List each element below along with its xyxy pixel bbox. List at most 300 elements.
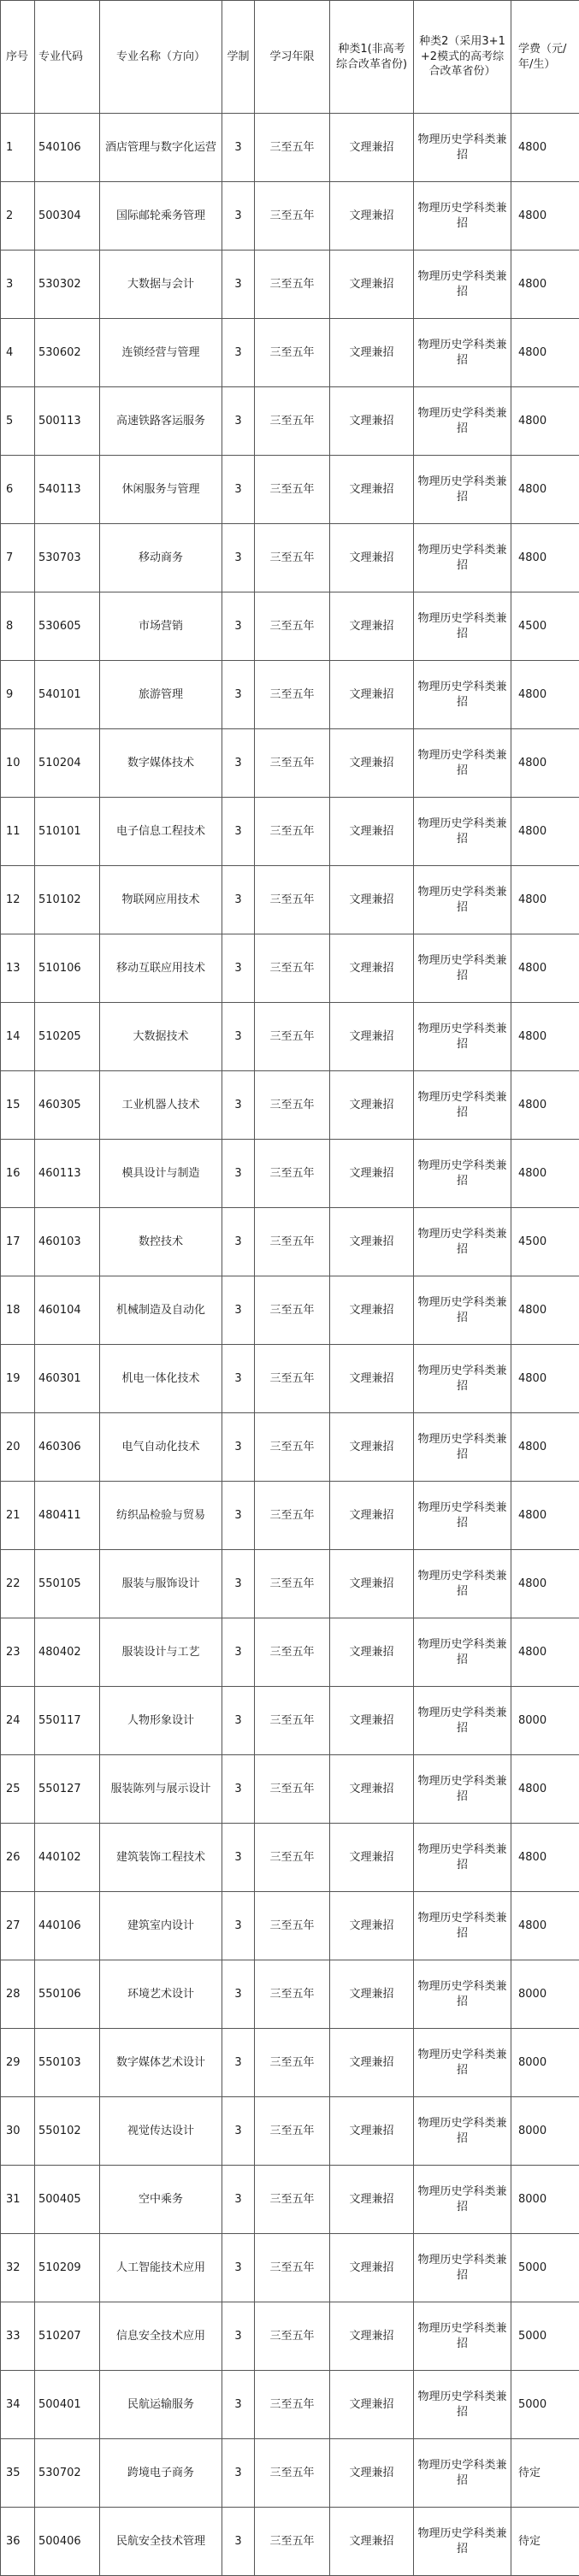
cell-type1: 文理兼招	[330, 1550, 414, 1618]
table-row	[1, 1687, 579, 1755]
cell-type2: 物理历史学科类兼招	[414, 2029, 511, 2097]
table-row	[1, 251, 579, 319]
table-row	[1, 592, 579, 661]
cell-fee: 5000	[511, 2302, 579, 2371]
cell-type1: 文理兼招	[330, 2166, 414, 2234]
cell-type2: 物理历史学科类兼招	[414, 387, 511, 456]
cell-fee: 4800	[511, 1413, 579, 1482]
cell-name: 建筑室内设计	[100, 1892, 222, 1960]
cell-system: 3	[222, 592, 255, 661]
cell-name: 民航安全技术管理	[100, 2508, 222, 2576]
cell-type1: 文理兼招	[330, 2097, 414, 2166]
cell-fee: 4500	[511, 592, 579, 661]
cell-type2: 物理历史学科类兼招	[414, 729, 511, 798]
cell-index: 29	[1, 2029, 35, 2097]
cell-system: 3	[222, 1482, 255, 1550]
cell-name: 旅游管理	[100, 661, 222, 729]
cell-index: 6	[1, 456, 35, 524]
header-type2: 种类2（采用3+1+2模式的高考综合改革省份）	[414, 1, 511, 114]
cell-system: 3	[222, 319, 255, 387]
table-row	[1, 729, 579, 798]
cell-type1: 文理兼招	[330, 2302, 414, 2371]
cell-code: 480411	[35, 1482, 100, 1550]
cell-index: 5	[1, 387, 35, 456]
cell-years: 三至五年	[255, 2371, 330, 2439]
cell-years: 三至五年	[255, 934, 330, 1003]
cell-code: 460306	[35, 1413, 100, 1482]
cell-code: 510102	[35, 866, 100, 934]
cell-type1: 文理兼招	[330, 2439, 414, 2508]
cell-system: 3	[222, 729, 255, 798]
cell-type1: 文理兼招	[330, 387, 414, 456]
cell-fee: 8000	[511, 2029, 579, 2097]
cell-type2: 物理历史学科类兼招	[414, 592, 511, 661]
header-system: 学制	[222, 1, 255, 114]
cell-system: 3	[222, 1755, 255, 1824]
cell-years: 三至五年	[255, 1618, 330, 1687]
cell-index: 12	[1, 866, 35, 934]
cell-type2: 物理历史学科类兼招	[414, 524, 511, 592]
cell-type1: 文理兼招	[330, 251, 414, 319]
cell-code: 460301	[35, 1345, 100, 1413]
cell-index: 19	[1, 1345, 35, 1413]
cell-code: 510209	[35, 2234, 100, 2302]
cell-name: 空中乘务	[100, 2166, 222, 2234]
cell-type1: 文理兼招	[330, 1208, 414, 1276]
table-row	[1, 1208, 579, 1276]
cell-years: 三至五年	[255, 1003, 330, 1071]
cell-type2: 物理历史学科类兼招	[414, 2234, 511, 2302]
cell-years: 三至五年	[255, 2166, 330, 2234]
cell-type1: 文理兼招	[330, 114, 414, 182]
cell-type2: 物理历史学科类兼招	[414, 1824, 511, 1892]
cell-name: 移动互联应用技术	[100, 934, 222, 1003]
cell-index: 28	[1, 1960, 35, 2029]
cell-name: 民航运输服务	[100, 2371, 222, 2439]
cell-name: 酒店管理与数字化运营	[100, 114, 222, 182]
cell-system: 3	[222, 182, 255, 251]
cell-years: 三至五年	[255, 1550, 330, 1618]
cell-index: 23	[1, 1618, 35, 1687]
cell-type1: 文理兼招	[330, 866, 414, 934]
cell-type2: 物理历史学科类兼招	[414, 1276, 511, 1345]
cell-years: 三至五年	[255, 387, 330, 456]
cell-type2: 物理历史学科类兼招	[414, 1755, 511, 1824]
cell-name: 建筑装饰工程技术	[100, 1824, 222, 1892]
cell-years: 三至五年	[255, 2302, 330, 2371]
table-row	[1, 1345, 579, 1413]
cell-fee: 4800	[511, 456, 579, 524]
cell-type2: 物理历史学科类兼招	[414, 1140, 511, 1208]
cell-type1: 文理兼招	[330, 1687, 414, 1755]
cell-type1: 文理兼招	[330, 1824, 414, 1892]
table-header	[1, 1, 579, 114]
cell-index: 31	[1, 2166, 35, 2234]
cell-type1: 文理兼招	[330, 1755, 414, 1824]
cell-fee: 4800	[511, 1276, 579, 1345]
table-row	[1, 182, 579, 251]
cell-type1: 文理兼招	[330, 1960, 414, 2029]
cell-index: 27	[1, 1892, 35, 1960]
cell-name: 机电一体化技术	[100, 1345, 222, 1413]
cell-index: 1	[1, 114, 35, 182]
cell-system: 3	[222, 1003, 255, 1071]
cell-index: 22	[1, 1550, 35, 1618]
cell-type2: 物理历史学科类兼招	[414, 1550, 511, 1618]
cell-fee: 4800	[511, 1618, 579, 1687]
cell-name: 数字媒体技术	[100, 729, 222, 798]
cell-name: 人工智能技术应用	[100, 2234, 222, 2302]
cell-type2: 物理历史学科类兼招	[414, 2166, 511, 2234]
table-row	[1, 2439, 579, 2508]
table-row	[1, 1755, 579, 1824]
cell-index: 24	[1, 1687, 35, 1755]
cell-fee: 4800	[511, 661, 579, 729]
cell-name: 数控技术	[100, 1208, 222, 1276]
cell-name: 国际邮轮乘务管理	[100, 182, 222, 251]
cell-type1: 文理兼招	[330, 1892, 414, 1960]
cell-code: 530302	[35, 251, 100, 319]
cell-system: 3	[222, 1071, 255, 1140]
cell-system: 3	[222, 456, 255, 524]
cell-system: 3	[222, 2371, 255, 2439]
cell-code: 550117	[35, 1687, 100, 1755]
cell-index: 15	[1, 1071, 35, 1140]
cell-type1: 文理兼招	[330, 1345, 414, 1413]
cell-years: 三至五年	[255, 592, 330, 661]
cell-type2: 物理历史学科类兼招	[414, 1071, 511, 1140]
cell-system: 3	[222, 1824, 255, 1892]
cell-system: 3	[222, 1550, 255, 1618]
cell-name: 视觉传达设计	[100, 2097, 222, 2166]
cell-fee: 4800	[511, 798, 579, 866]
cell-type2: 物理历史学科类兼招	[414, 1618, 511, 1687]
cell-system: 3	[222, 2029, 255, 2097]
cell-index: 35	[1, 2439, 35, 2508]
cell-code: 500401	[35, 2371, 100, 2439]
cell-code: 550106	[35, 1960, 100, 2029]
cell-fee: 待定	[511, 2439, 579, 2508]
cell-fee: 5000	[511, 2234, 579, 2302]
cell-index: 10	[1, 729, 35, 798]
table-row	[1, 2371, 579, 2439]
cell-fee: 4800	[511, 251, 579, 319]
cell-years: 三至五年	[255, 2234, 330, 2302]
cell-fee: 5000	[511, 2371, 579, 2439]
table-row	[1, 1413, 579, 1482]
cell-system: 3	[222, 1140, 255, 1208]
cell-type2: 物理历史学科类兼招	[414, 1345, 511, 1413]
cell-type1: 文理兼招	[330, 798, 414, 866]
cell-type2: 物理历史学科类兼招	[414, 798, 511, 866]
table-row	[1, 2097, 579, 2166]
table-row	[1, 2302, 579, 2371]
cell-system: 3	[222, 1276, 255, 1345]
cell-type2: 物理历史学科类兼招	[414, 456, 511, 524]
cell-system: 3	[222, 1892, 255, 1960]
cell-type2: 物理历史学科类兼招	[414, 2439, 511, 2508]
cell-years: 三至五年	[255, 1140, 330, 1208]
cell-fee: 4800	[511, 1003, 579, 1071]
cell-system: 3	[222, 1618, 255, 1687]
cell-code: 480402	[35, 1618, 100, 1687]
table-row	[1, 1960, 579, 2029]
cell-fee: 8000	[511, 1960, 579, 2029]
cell-name: 市场营销	[100, 592, 222, 661]
header-fee: 学费（元/年/生）	[511, 1, 579, 114]
header-index: 序号	[1, 1, 35, 114]
cell-type1: 文理兼招	[330, 2508, 414, 2576]
table-row	[1, 934, 579, 1003]
cell-type2: 物理历史学科类兼招	[414, 2097, 511, 2166]
table-row	[1, 1071, 579, 1140]
cell-years: 三至五年	[255, 2029, 330, 2097]
cell-type2: 物理历史学科类兼招	[414, 1208, 511, 1276]
cell-index: 9	[1, 661, 35, 729]
cell-years: 三至五年	[255, 729, 330, 798]
cell-code: 530703	[35, 524, 100, 592]
cell-index: 14	[1, 1003, 35, 1071]
table-row	[1, 2166, 579, 2234]
cell-name: 移动商务	[100, 524, 222, 592]
cell-type1: 文理兼招	[330, 592, 414, 661]
cell-type1: 文理兼招	[330, 1003, 414, 1071]
cell-years: 三至五年	[255, 2097, 330, 2166]
cell-name: 高速铁路客运服务	[100, 387, 222, 456]
cell-code: 540113	[35, 456, 100, 524]
cell-code: 500405	[35, 2166, 100, 2234]
table-row	[1, 319, 579, 387]
cell-years: 三至五年	[255, 1208, 330, 1276]
cell-years: 三至五年	[255, 456, 330, 524]
cell-type2: 物理历史学科类兼招	[414, 2371, 511, 2439]
cell-code: 530702	[35, 2439, 100, 2508]
cell-code: 530605	[35, 592, 100, 661]
table-row	[1, 798, 579, 866]
table-row	[1, 1824, 579, 1892]
cell-system: 3	[222, 1960, 255, 2029]
cell-code: 510205	[35, 1003, 100, 1071]
cell-fee: 4800	[511, 866, 579, 934]
cell-years: 三至五年	[255, 524, 330, 592]
cell-type1: 文理兼招	[330, 1276, 414, 1345]
cell-years: 三至五年	[255, 1892, 330, 1960]
cell-index: 26	[1, 1824, 35, 1892]
header-code: 专业代码	[35, 1, 100, 114]
cell-type2: 物理历史学科类兼招	[414, 2508, 511, 2576]
table-row	[1, 1003, 579, 1071]
cell-type2: 物理历史学科类兼招	[414, 251, 511, 319]
cell-fee: 4500	[511, 1208, 579, 1276]
cell-index: 7	[1, 524, 35, 592]
table-row	[1, 1618, 579, 1687]
cell-system: 3	[222, 661, 255, 729]
cell-index: 33	[1, 2302, 35, 2371]
header-type1: 种类1(非高考综合改革省份)	[330, 1, 414, 114]
cell-system: 3	[222, 114, 255, 182]
cell-name: 大数据技术	[100, 1003, 222, 1071]
cell-system: 3	[222, 866, 255, 934]
cell-type1: 文理兼招	[330, 661, 414, 729]
cell-name: 纺织品检验与贸易	[100, 1482, 222, 1550]
cell-type1: 文理兼招	[330, 1140, 414, 1208]
cell-type1: 文理兼招	[330, 1071, 414, 1140]
cell-name: 人物形象设计	[100, 1687, 222, 1755]
cell-years: 三至五年	[255, 182, 330, 251]
cell-type2: 物理历史学科类兼招	[414, 182, 511, 251]
table-row	[1, 2508, 579, 2576]
cell-index: 25	[1, 1755, 35, 1824]
cell-type1: 文理兼招	[330, 182, 414, 251]
cell-fee: 4800	[511, 1140, 579, 1208]
cell-type1: 文理兼招	[330, 524, 414, 592]
cell-type1: 文理兼招	[330, 1413, 414, 1482]
cell-name: 服装设计与工艺	[100, 1618, 222, 1687]
cell-code: 550127	[35, 1755, 100, 1824]
cell-fee: 待定	[511, 2508, 579, 2576]
cell-type1: 文理兼招	[330, 2029, 414, 2097]
cell-years: 三至五年	[255, 1824, 330, 1892]
cell-name: 工业机器人技术	[100, 1071, 222, 1140]
table-row	[1, 456, 579, 524]
cell-name: 数字媒体艺术设计	[100, 2029, 222, 2097]
cell-index: 30	[1, 2097, 35, 2166]
cell-code: 510207	[35, 2302, 100, 2371]
cell-code: 550103	[35, 2029, 100, 2097]
table-row	[1, 114, 579, 182]
cell-name: 大数据与会计	[100, 251, 222, 319]
cell-years: 三至五年	[255, 1482, 330, 1550]
cell-index: 8	[1, 592, 35, 661]
cell-code: 460104	[35, 1276, 100, 1345]
cell-code: 440102	[35, 1824, 100, 1892]
table-row	[1, 661, 579, 729]
cell-system: 3	[222, 1413, 255, 1482]
cell-type2: 物理历史学科类兼招	[414, 319, 511, 387]
cell-fee: 4800	[511, 524, 579, 592]
cell-fee: 8000	[511, 2097, 579, 2166]
cell-name: 机械制造及自动化	[100, 1276, 222, 1345]
cell-index: 20	[1, 1413, 35, 1482]
cell-index: 17	[1, 1208, 35, 1276]
cell-index: 36	[1, 2508, 35, 2576]
cell-system: 3	[222, 1687, 255, 1755]
cell-type2: 物理历史学科类兼招	[414, 1892, 511, 1960]
cell-index: 4	[1, 319, 35, 387]
cell-fee: 4800	[511, 1550, 579, 1618]
cell-code: 460113	[35, 1140, 100, 1208]
table-row	[1, 1892, 579, 1960]
cell-code: 530602	[35, 319, 100, 387]
cell-code: 510106	[35, 934, 100, 1003]
cell-system: 3	[222, 2302, 255, 2371]
cell-name: 环境艺术设计	[100, 1960, 222, 2029]
cell-index: 3	[1, 251, 35, 319]
cell-years: 三至五年	[255, 661, 330, 729]
cell-years: 三至五年	[255, 1345, 330, 1413]
cell-code: 550105	[35, 1550, 100, 1618]
cell-type1: 文理兼招	[330, 729, 414, 798]
cell-fee: 4800	[511, 182, 579, 251]
cell-code: 500406	[35, 2508, 100, 2576]
cell-index: 34	[1, 2371, 35, 2439]
cell-type1: 文理兼招	[330, 1482, 414, 1550]
cell-system: 3	[222, 2508, 255, 2576]
cell-name: 电气自动化技术	[100, 1413, 222, 1482]
cell-code: 440106	[35, 1892, 100, 1960]
cell-fee: 4800	[511, 319, 579, 387]
table-row	[1, 2234, 579, 2302]
cell-index: 13	[1, 934, 35, 1003]
cell-years: 三至五年	[255, 866, 330, 934]
cell-type2: 物理历史学科类兼招	[414, 1687, 511, 1755]
cell-name: 服装陈列与展示设计	[100, 1755, 222, 1824]
cell-system: 3	[222, 798, 255, 866]
cell-fee: 8000	[511, 2166, 579, 2234]
cell-fee: 4800	[511, 387, 579, 456]
table-row	[1, 866, 579, 934]
cell-type1: 文理兼招	[330, 456, 414, 524]
cell-name: 电子信息工程技术	[100, 798, 222, 866]
cell-index: 32	[1, 2234, 35, 2302]
table-row	[1, 2029, 579, 2097]
cell-system: 3	[222, 1208, 255, 1276]
header-row	[1, 1, 579, 114]
cell-code: 500304	[35, 182, 100, 251]
cell-index: 11	[1, 798, 35, 866]
cell-type2: 物理历史学科类兼招	[414, 114, 511, 182]
cell-fee: 4800	[511, 729, 579, 798]
table-row	[1, 1140, 579, 1208]
cell-fee: 4800	[511, 1824, 579, 1892]
cell-years: 三至五年	[255, 1413, 330, 1482]
cell-code: 540101	[35, 661, 100, 729]
cell-fee: 4800	[511, 1755, 579, 1824]
cell-code: 500113	[35, 387, 100, 456]
cell-years: 三至五年	[255, 1755, 330, 1824]
cell-index: 16	[1, 1140, 35, 1208]
cell-name: 模具设计与制造	[100, 1140, 222, 1208]
cell-type2: 物理历史学科类兼招	[414, 1003, 511, 1071]
cell-fee: 4800	[511, 1071, 579, 1140]
cell-fee: 4800	[511, 934, 579, 1003]
cell-type1: 文理兼招	[330, 319, 414, 387]
cell-type2: 物理历史学科类兼招	[414, 1482, 511, 1550]
table-row	[1, 1276, 579, 1345]
cell-years: 三至五年	[255, 1276, 330, 1345]
cell-type2: 物理历史学科类兼招	[414, 1413, 511, 1482]
cell-system: 3	[222, 2439, 255, 2508]
cell-system: 3	[222, 387, 255, 456]
cell-system: 3	[222, 2097, 255, 2166]
header-name: 专业名称（方向）	[100, 1, 222, 114]
cell-years: 三至五年	[255, 2508, 330, 2576]
cell-years: 三至五年	[255, 1960, 330, 2029]
table-row	[1, 1550, 579, 1618]
cell-index: 21	[1, 1482, 35, 1550]
cell-code: 460103	[35, 1208, 100, 1276]
cell-type2: 物理历史学科类兼招	[414, 1960, 511, 2029]
cell-type1: 文理兼招	[330, 2234, 414, 2302]
table-row	[1, 387, 579, 456]
cell-years: 三至五年	[255, 2439, 330, 2508]
cell-name: 信息安全技术应用	[100, 2302, 222, 2371]
cell-years: 三至五年	[255, 798, 330, 866]
cell-years: 三至五年	[255, 114, 330, 182]
cell-years: 三至五年	[255, 1687, 330, 1755]
cell-code: 540106	[35, 114, 100, 182]
cell-type2: 物理历史学科类兼招	[414, 866, 511, 934]
